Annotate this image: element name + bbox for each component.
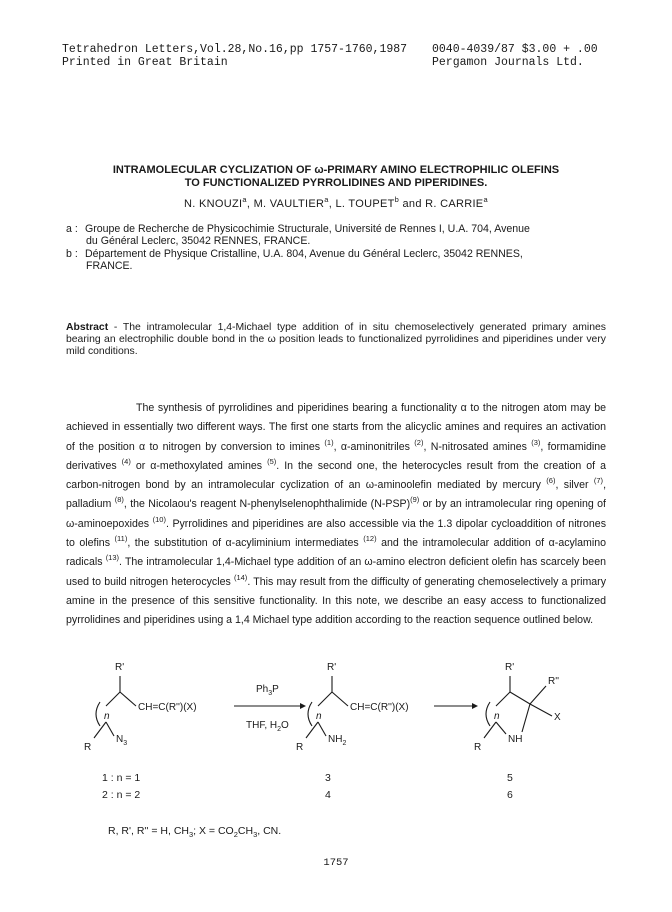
abstract	[66, 322, 606, 359]
affiliation-label: b :	[66, 248, 78, 260]
author-name: M. VAULTIER	[253, 198, 325, 210]
olefin-group: CH=C(R'')(X)	[138, 702, 197, 713]
arrow-head	[472, 703, 478, 709]
body-text: , N-nitrosated amines	[423, 440, 527, 453]
body-text: , the Nicolaou's reagent N-phenylselenophthalimide (N-PSP)	[123, 498, 411, 511]
compound-label: 6	[507, 789, 513, 801]
author-name: R. CARRIE	[425, 198, 484, 210]
arrow-head	[300, 703, 306, 709]
substituent-r: R	[296, 742, 304, 753]
reference-mark: (12)	[363, 534, 377, 544]
body-text: . In the second one, the heterocycles result from the creation of a carbon-nitrogen bond by an intramolecular cyclization of an ω-aminoolefin mediated by mercury	[66, 459, 607, 492]
reference-mark: (3)	[531, 437, 541, 447]
author-affiliation-mark: a	[483, 195, 488, 204]
reference-mark: (5)	[267, 456, 277, 466]
author-affiliation-mark: a	[242, 195, 247, 204]
compound-label: 5	[507, 772, 513, 784]
body-text: , formamidine derivatives	[66, 440, 606, 472]
substituent-r: R	[84, 742, 92, 753]
affiliation-b	[66, 248, 626, 272]
substituent-r-prime: R'	[115, 662, 125, 673]
body-text: . The intramolecular 1,4-Michael type addition of an ω-amino electron deficient olefin has scarcely been used to build nitrogen heterocycles	[66, 556, 606, 588]
body-text: , palladium	[66, 479, 607, 511]
reference-mark: (2)	[414, 437, 424, 447]
paragraph-1	[66, 399, 606, 631]
affiliation-text: Département de Physique Cristalline, U.A. 804, Avenue du Général Leclerc, 35042 RENNES,	[84, 248, 523, 260]
reference-mark: (13)	[105, 553, 120, 563]
substituent-x: X	[554, 712, 561, 723]
abstract-label: Abstract	[66, 322, 109, 333]
affiliation-a	[66, 223, 626, 247]
abstract-text: - The intramolecular 1,4-Michael type addition of in situ chemoselectively generated primary amines bearing an electrophilic double bond in the ω position leads to functionalized pyrrolidines and piperidines under very mild conditions.	[66, 322, 606, 358]
compound-label: 2 : n = 2	[102, 789, 141, 801]
substituent-legend: R, R', R'' = H, $CH_3$; $X = CO_2CH_3$, CN.	[108, 825, 282, 839]
substituent-r: R	[474, 742, 482, 753]
reference-mark: (6)	[546, 476, 556, 486]
reaction-scheme	[60, 658, 620, 778]
substituent-r-prime: R'	[505, 662, 515, 673]
compound-label: 3	[325, 772, 331, 784]
title-line-2: TO FUNCTIONALIZED PYRROLIDINES AND PIPERIDINES.	[184, 177, 488, 189]
body-text: . Pyrrolidines and piperidines are also accessible via the 1.3 dipolar cycloaddition of nitrones to olefins	[66, 517, 606, 550]
reference-mark: (11)	[114, 534, 128, 544]
author-affiliation-mark: a	[324, 195, 329, 204]
body-text: , the substitution of α-acyliminium intermediates	[127, 537, 359, 550]
authors-and: and	[402, 198, 422, 210]
reference-mark: (9)	[410, 495, 420, 505]
ring-size-n: n	[104, 711, 110, 722]
author-name: N. KNOUZI	[184, 198, 243, 210]
affiliation-text: du Général Leclerc, 35042 RENNES, FRANCE.	[86, 235, 311, 247]
amine-group: $NH_2$	[328, 734, 347, 747]
reference-mark: (4)	[121, 456, 131, 466]
azide-group: $N_3$	[116, 734, 128, 747]
body-text: , silver	[555, 479, 589, 492]
compound-label: 4	[325, 789, 331, 801]
ring-size-n: n	[494, 711, 500, 722]
affiliation-label: a :	[66, 223, 78, 235]
body-text: , α-aminonitriles	[333, 440, 410, 453]
publisher: Pergamon Journals Ltd.	[432, 56, 584, 69]
ring-nh: NH	[508, 734, 523, 745]
printed-in: Printed in Great Britain	[62, 56, 228, 69]
olefin-group: CH=C(R'')(X)	[350, 702, 409, 713]
reference-mark: (7)	[593, 476, 604, 486]
substituent-r-double-prime: R''	[548, 676, 560, 687]
reference-mark: (1)	[324, 437, 334, 447]
author-list: N. KNOUZI$^a$, M. VAULTIER$^a$, L. TOUPET$^b$ and R. CARRIE$^a$	[184, 195, 488, 210]
body-text: or by an intramolecular ring opening of ω-aminoepoxides	[66, 498, 606, 530]
paper-title	[60, 164, 612, 190]
body-text: The synthesis of pyrrolidines and piperidines bearing a functionality α to the nitrogen atom may be achieved in essentially two different ways. The first one starts from the alicyclic amines and requires an activation of the position α to nitrogen by conversion to imines	[66, 402, 606, 453]
author-name: L. TOUPET	[335, 198, 395, 210]
compound-label: 1 : n = 1	[102, 772, 141, 784]
body-text: or α-methoxylated amines	[130, 459, 263, 472]
affiliation-text: FRANCE.	[86, 260, 133, 272]
reference-mark: (14)	[233, 572, 248, 582]
title-line-1: INTRAMOLECULAR CYCLIZATION OF ω-PRIMARY AMINO ELECTROPHILIC OLEFINS	[112, 164, 560, 176]
conditions-label: THF, $H_2O$	[246, 720, 289, 733]
body-text: . This may result from the difficulty of generating chemoselectively a primary amine in the presence of this sensitive functionality. In this note, we describe an easy access to functionalized pyrrolidines and piperidines using a 1,4 Michael type addition according to the reaction sequence outlined below.	[66, 575, 606, 627]
ring-size-n: n	[316, 711, 322, 722]
issn-price: 0040-4039/87 $3.00 + .00	[432, 43, 598, 56]
journal-citation: Tetrahedron Letters,Vol.28,No.16,pp 1757-1760,1987	[62, 43, 408, 56]
reference-mark: (8)	[114, 495, 124, 505]
body-paragraph	[66, 399, 606, 631]
azide-olefin-structure	[94, 676, 136, 738]
body-text: and the intramolecular addition of α-acylamino radicals	[66, 537, 607, 569]
amino-olefin-structure	[306, 676, 348, 738]
reference-mark: (10)	[152, 514, 166, 524]
author-affiliation-mark: b	[394, 195, 400, 204]
substituent-r-prime: R'	[327, 662, 337, 673]
affiliation-text: Groupe de Recherche de Physicochimie Structurale, Université de Rennes I, U.A. 704, Avenue	[84, 223, 530, 235]
page-number: 1757	[323, 857, 349, 869]
reagent-label: $Ph_3P$	[256, 684, 279, 697]
heterocycle-product-structure	[484, 676, 552, 738]
